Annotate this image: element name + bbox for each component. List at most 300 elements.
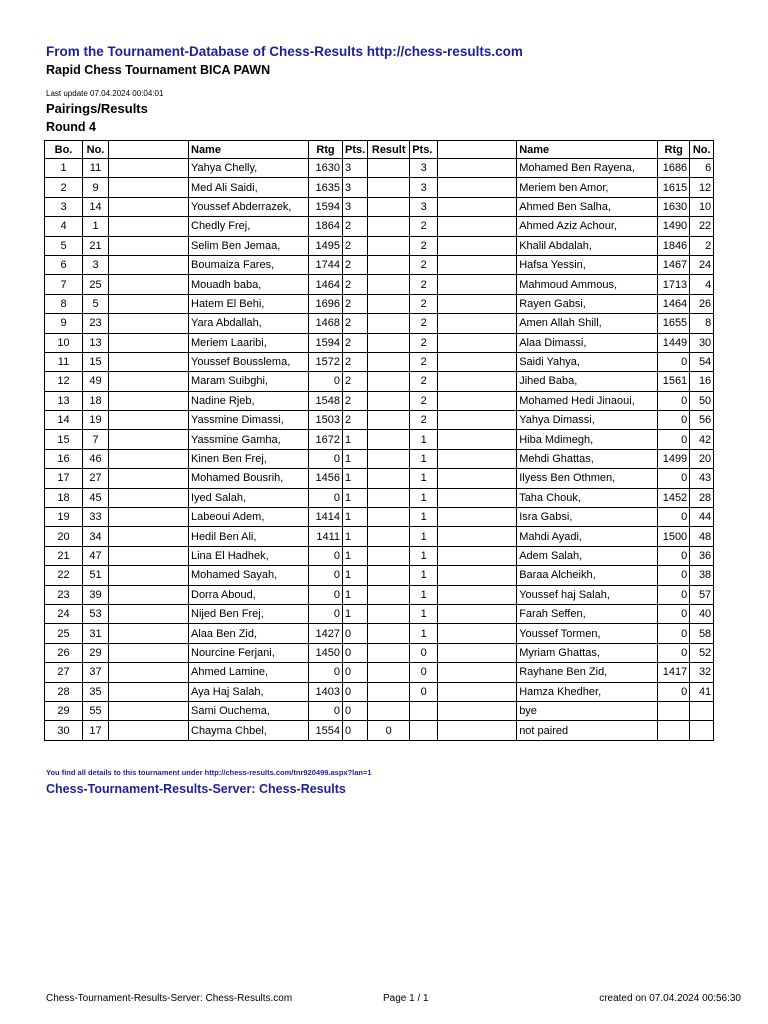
cell-black-points: 2 — [410, 391, 438, 410]
cell-board: 11 — [45, 352, 83, 371]
cell-black-rating: 1713 — [658, 275, 690, 294]
cell-white-flag — [109, 333, 189, 352]
cell-result — [368, 663, 410, 682]
cell-white-rating: 0 — [309, 701, 343, 720]
table-row — [45, 391, 714, 410]
cell-white-flag — [109, 663, 189, 682]
cell-white-rating: 1864 — [309, 217, 343, 236]
cell-white-points: 0 — [343, 643, 368, 662]
cell-white-no: 13 — [83, 333, 109, 352]
cell-black-flag — [438, 275, 517, 294]
cell-board: 13 — [45, 391, 83, 410]
table-row — [45, 159, 714, 178]
cell-result — [368, 449, 410, 468]
cell-white-no: 15 — [83, 352, 109, 371]
cell-black-no: 42 — [690, 430, 714, 449]
cell-black-rating: 0 — [658, 624, 690, 643]
cell-result — [368, 682, 410, 701]
cell-result — [368, 411, 410, 430]
cell-white-name: Dorra Aboud, — [189, 585, 309, 604]
table-row — [45, 294, 714, 313]
cell-white-no: 39 — [83, 585, 109, 604]
cell-white-rating: 0 — [309, 372, 343, 391]
cell-result — [368, 217, 410, 236]
cell-white-no: 51 — [83, 566, 109, 585]
cell-white-no: 21 — [83, 236, 109, 255]
cell-black-flag — [438, 701, 517, 720]
cell-white-name: Hedil Ben Ali, — [189, 527, 309, 546]
cell-black-no — [690, 721, 714, 740]
cell-board: 16 — [45, 449, 83, 468]
cell-result — [368, 178, 410, 197]
table-row — [45, 643, 714, 662]
cell-board: 4 — [45, 217, 83, 236]
cell-white-name: Nijed Ben Frej, — [189, 604, 309, 623]
cell-board: 25 — [45, 624, 83, 643]
cell-white-rating: 0 — [309, 566, 343, 585]
cell-white-name: Iyed Salah, — [189, 488, 309, 507]
cell-black-name: Ahmed Aziz Achour, — [517, 217, 658, 236]
cell-white-name: Labeoui Adem, — [189, 508, 309, 527]
database-link[interactable]: From the Tournament-Database of Chess-Results http://chess-results.com — [46, 44, 523, 59]
cell-black-flag — [438, 352, 517, 371]
cell-black-flag — [438, 721, 517, 740]
table-row — [45, 721, 714, 740]
cell-result — [368, 527, 410, 546]
header-white-points: Pts. — [343, 141, 368, 159]
cell-black-name: Youssef Tormen, — [517, 624, 658, 643]
cell-white-points: 0 — [343, 682, 368, 701]
cell-black-no: 50 — [690, 391, 714, 410]
cell-white-points: 0 — [343, 701, 368, 720]
table-row — [45, 411, 714, 430]
cell-black-rating — [658, 721, 690, 740]
cell-black-name: Yahya Dimassi, — [517, 411, 658, 430]
cell-black-points: 2 — [410, 372, 438, 391]
cell-black-rating: 1561 — [658, 372, 690, 391]
cell-black-rating: 0 — [658, 391, 690, 410]
cell-black-no: 6 — [690, 159, 714, 178]
cell-white-no: 9 — [83, 178, 109, 197]
cell-white-points: 2 — [343, 372, 368, 391]
table-row — [45, 682, 714, 701]
cell-result — [368, 624, 410, 643]
cell-board: 29 — [45, 701, 83, 720]
cell-black-no: 28 — [690, 488, 714, 507]
cell-white-no: 11 — [83, 159, 109, 178]
cell-white-no: 19 — [83, 411, 109, 430]
cell-result — [368, 352, 410, 371]
cell-black-points: 1 — [410, 449, 438, 468]
cell-black-rating: 0 — [658, 585, 690, 604]
cell-white-points: 2 — [343, 352, 368, 371]
cell-black-name: Hafsa Yessin, — [517, 255, 658, 274]
cell-white-points: 1 — [343, 488, 368, 507]
cell-black-rating: 1452 — [658, 488, 690, 507]
cell-board: 28 — [45, 682, 83, 701]
last-update-text: Last update 07.04.2024 00:04:01 — [46, 89, 164, 98]
cell-black-points: 1 — [410, 488, 438, 507]
cell-black-flag — [438, 178, 517, 197]
cell-white-name: Aya Haj Salah, — [189, 682, 309, 701]
cell-white-name: Yahya Chelly, — [189, 159, 309, 178]
cell-black-flag — [438, 488, 517, 507]
cell-black-points: 3 — [410, 178, 438, 197]
cell-black-points: 1 — [410, 469, 438, 488]
cell-black-rating: 1499 — [658, 449, 690, 468]
cell-result — [368, 275, 410, 294]
cell-black-rating: 0 — [658, 546, 690, 565]
cell-black-no: 26 — [690, 294, 714, 313]
cell-black-flag — [438, 159, 517, 178]
cell-white-points: 3 — [343, 159, 368, 178]
cell-white-no: 45 — [83, 488, 109, 507]
cell-black-points: 2 — [410, 217, 438, 236]
cell-white-rating: 1495 — [309, 236, 343, 255]
header-white-name: Name — [189, 141, 309, 159]
cell-white-points: 0 — [343, 721, 368, 740]
cell-white-flag — [109, 682, 189, 701]
cell-black-name: not paired — [517, 721, 658, 740]
cell-result — [368, 294, 410, 313]
table-row — [45, 546, 714, 565]
cell-result — [368, 585, 410, 604]
cell-white-flag — [109, 527, 189, 546]
cell-black-rating: 1449 — [658, 333, 690, 352]
cell-white-name: Mohamed Sayah, — [189, 566, 309, 585]
header-white-rating: Rtg — [309, 141, 343, 159]
cell-white-rating: 1403 — [309, 682, 343, 701]
cell-white-rating: 1427 — [309, 624, 343, 643]
cell-black-rating: 0 — [658, 430, 690, 449]
table-row — [45, 701, 714, 720]
cell-board: 27 — [45, 663, 83, 682]
cell-black-points: 3 — [410, 159, 438, 178]
cell-black-no: 20 — [690, 449, 714, 468]
cell-white-rating: 1468 — [309, 314, 343, 333]
cell-result — [368, 508, 410, 527]
cell-black-no: 24 — [690, 255, 714, 274]
header-black-no: No. — [690, 141, 714, 159]
cell-board: 20 — [45, 527, 83, 546]
cell-black-no: 57 — [690, 585, 714, 604]
cell-black-rating: 0 — [658, 566, 690, 585]
cell-white-no: 14 — [83, 197, 109, 216]
cell-black-name: Meriem ben Amor, — [517, 178, 658, 197]
cell-white-flag — [109, 721, 189, 740]
cell-black-rating: 0 — [658, 508, 690, 527]
cell-black-no: 22 — [690, 217, 714, 236]
cell-result — [368, 159, 410, 178]
cell-white-name: Med Ali Saidi, — [189, 178, 309, 197]
table-row — [45, 275, 714, 294]
cell-black-flag — [438, 236, 517, 255]
cell-black-name: Ahmed Ben Salha, — [517, 197, 658, 216]
cell-black-flag — [438, 430, 517, 449]
footer-page-number: Page 1 / 1 — [383, 993, 429, 1004]
cell-white-points: 1 — [343, 585, 368, 604]
tournament-details-link[interactable]: You find all details to this tournament under http://chess-results.com/tnr920499.aspx?lan=1 — [46, 768, 372, 777]
cell-black-flag — [438, 508, 517, 527]
cell-black-no: 40 — [690, 604, 714, 623]
cell-black-flag — [438, 217, 517, 236]
cell-result — [368, 546, 410, 565]
cell-black-name: Baraa Alcheikh, — [517, 566, 658, 585]
cell-black-flag — [438, 255, 517, 274]
cell-black-no: 58 — [690, 624, 714, 643]
header-black-rating: Rtg — [658, 141, 690, 159]
cell-black-points: 1 — [410, 508, 438, 527]
cell-black-flag — [438, 469, 517, 488]
cell-black-no: 38 — [690, 566, 714, 585]
cell-white-rating: 1503 — [309, 411, 343, 430]
cell-black-points: 1 — [410, 546, 438, 565]
cell-white-rating: 1464 — [309, 275, 343, 294]
cell-white-flag — [109, 294, 189, 313]
cell-black-flag — [438, 411, 517, 430]
cell-white-no: 49 — [83, 372, 109, 391]
cell-black-name: Farah Seffen, — [517, 604, 658, 623]
table-row — [45, 585, 714, 604]
cell-white-flag — [109, 701, 189, 720]
cell-black-no: 10 — [690, 197, 714, 216]
cell-white-name: Boumaiza Fares, — [189, 255, 309, 274]
cell-result — [368, 604, 410, 623]
cell-white-name: Sami Ouchema, — [189, 701, 309, 720]
table-row — [45, 566, 714, 585]
cell-white-flag — [109, 624, 189, 643]
cell-white-no: 37 — [83, 663, 109, 682]
cell-black-name: Amen Allah Shill, — [517, 314, 658, 333]
cell-black-flag — [438, 624, 517, 643]
cell-white-name: Youssef Abderrazek, — [189, 197, 309, 216]
cell-board: 8 — [45, 294, 83, 313]
cell-white-points: 2 — [343, 275, 368, 294]
cell-black-rating: 1615 — [658, 178, 690, 197]
cell-black-no: 36 — [690, 546, 714, 565]
cell-black-rating: 1464 — [658, 294, 690, 313]
cell-white-flag — [109, 178, 189, 197]
cell-black-name: Saidi Yahya, — [517, 352, 658, 371]
cell-black-name: Youssef haj Salah, — [517, 585, 658, 604]
cell-result — [368, 314, 410, 333]
cell-white-flag — [109, 643, 189, 662]
cell-black-name: Mahmoud Ammous, — [517, 275, 658, 294]
cell-white-points: 0 — [343, 624, 368, 643]
table-row — [45, 255, 714, 274]
cell-result — [368, 643, 410, 662]
cell-black-points: 0 — [410, 643, 438, 662]
header-black-points: Pts. — [410, 141, 438, 159]
cell-white-rating: 1554 — [309, 721, 343, 740]
cell-white-name: Alaa Ben Zid, — [189, 624, 309, 643]
cell-white-name: Selim Ben Jemaa, — [189, 236, 309, 255]
cell-white-flag — [109, 546, 189, 565]
cell-white-rating: 1456 — [309, 469, 343, 488]
cell-black-points: 2 — [410, 294, 438, 313]
cell-black-flag — [438, 314, 517, 333]
section-title: Pairings/Results — [46, 101, 148, 116]
cell-white-name: Yara Abdallah, — [189, 314, 309, 333]
cell-black-rating: 1417 — [658, 663, 690, 682]
cell-board: 2 — [45, 178, 83, 197]
cell-white-name: Meriem Laaribi, — [189, 333, 309, 352]
cell-black-name: Isra Gabsi, — [517, 508, 658, 527]
cell-black-points: 0 — [410, 663, 438, 682]
cell-black-rating: 0 — [658, 604, 690, 623]
cell-black-no: 41 — [690, 682, 714, 701]
cell-white-points: 1 — [343, 604, 368, 623]
cell-white-points: 2 — [343, 255, 368, 274]
cell-white-flag — [109, 275, 189, 294]
cell-white-points: 1 — [343, 508, 368, 527]
cell-white-flag — [109, 197, 189, 216]
cell-white-points: 2 — [343, 411, 368, 430]
cell-board: 6 — [45, 255, 83, 274]
cell-black-points: 2 — [410, 352, 438, 371]
cell-white-name: Kinen Ben Frej, — [189, 449, 309, 468]
table-row — [45, 333, 714, 352]
cell-black-name: Khalil Abdalah, — [517, 236, 658, 255]
cell-black-name: Mehdi Ghattas, — [517, 449, 658, 468]
cell-result: 0 — [368, 721, 410, 740]
cell-white-points: 2 — [343, 314, 368, 333]
cell-white-name: Lina El Hadhek, — [189, 546, 309, 565]
cell-black-rating: 0 — [658, 643, 690, 662]
table-row — [45, 604, 714, 623]
cell-white-rating: 0 — [309, 449, 343, 468]
table-row — [45, 624, 714, 643]
cell-white-rating: 0 — [309, 585, 343, 604]
cell-black-name: Mohamed Hedi Jinaoui, — [517, 391, 658, 410]
table-row — [45, 178, 714, 197]
cell-black-rating: 1500 — [658, 527, 690, 546]
cell-white-rating: 1594 — [309, 333, 343, 352]
cell-black-rating: 0 — [658, 682, 690, 701]
cell-black-no: 2 — [690, 236, 714, 255]
table-row — [45, 430, 714, 449]
cell-black-flag — [438, 663, 517, 682]
cell-white-flag — [109, 372, 189, 391]
cell-white-rating: 1630 — [309, 159, 343, 178]
table-row — [45, 508, 714, 527]
cell-result — [368, 391, 410, 410]
cell-result — [368, 430, 410, 449]
results-server-link[interactable]: Chess-Tournament-Results-Server: Chess-Results — [46, 782, 346, 796]
cell-board: 17 — [45, 469, 83, 488]
cell-result — [368, 197, 410, 216]
cell-black-no: 43 — [690, 469, 714, 488]
header-white-flag — [109, 141, 189, 159]
cell-black-flag — [438, 294, 517, 313]
cell-white-no: 31 — [83, 624, 109, 643]
cell-black-points — [410, 701, 438, 720]
header-board: Bo. — [45, 141, 83, 159]
table-row — [45, 217, 714, 236]
cell-white-flag — [109, 314, 189, 333]
cell-white-flag — [109, 585, 189, 604]
cell-white-no: 53 — [83, 604, 109, 623]
cell-white-name: Nadine Rjeb, — [189, 391, 309, 410]
cell-white-points: 1 — [343, 469, 368, 488]
cell-white-flag — [109, 236, 189, 255]
cell-white-rating: 0 — [309, 546, 343, 565]
cell-black-points: 2 — [410, 314, 438, 333]
table-row — [45, 663, 714, 682]
cell-white-no: 35 — [83, 682, 109, 701]
cell-white-name: Mohamed Bousrih, — [189, 469, 309, 488]
cell-result — [368, 333, 410, 352]
cell-black-points: 2 — [410, 255, 438, 274]
cell-white-no: 17 — [83, 721, 109, 740]
cell-black-points: 1 — [410, 585, 438, 604]
cell-white-points: 0 — [343, 663, 368, 682]
cell-black-name: Alaa Dimassi, — [517, 333, 658, 352]
cell-white-flag — [109, 508, 189, 527]
cell-white-points: 1 — [343, 449, 368, 468]
cell-white-rating: 0 — [309, 604, 343, 623]
cell-black-name: Mohamed Ben Rayena, — [517, 159, 658, 178]
cell-white-flag — [109, 411, 189, 430]
header-black-name: Name — [517, 141, 658, 159]
footer-created-on: created on 07.04.2024 00:56:30 — [599, 993, 741, 1004]
cell-result — [368, 488, 410, 507]
cell-white-name: Maram Suibghi, — [189, 372, 309, 391]
cell-black-rating: 1630 — [658, 197, 690, 216]
cell-white-rating: 1548 — [309, 391, 343, 410]
header-black-flag — [438, 141, 517, 159]
cell-white-flag — [109, 488, 189, 507]
cell-black-points: 1 — [410, 604, 438, 623]
round-title: Round 4 — [46, 120, 96, 134]
cell-result — [368, 236, 410, 255]
cell-black-rating: 0 — [658, 469, 690, 488]
cell-black-no: 30 — [690, 333, 714, 352]
cell-white-no: 3 — [83, 255, 109, 274]
cell-black-points: 2 — [410, 333, 438, 352]
cell-white-no: 25 — [83, 275, 109, 294]
cell-board: 30 — [45, 721, 83, 740]
table-row — [45, 372, 714, 391]
cell-black-points: 1 — [410, 566, 438, 585]
cell-white-no: 55 — [83, 701, 109, 720]
cell-white-points: 2 — [343, 294, 368, 313]
cell-white-no: 18 — [83, 391, 109, 410]
cell-black-rating — [658, 701, 690, 720]
cell-white-points: 1 — [343, 546, 368, 565]
cell-black-flag — [438, 604, 517, 623]
cell-black-no: 8 — [690, 314, 714, 333]
cell-board: 23 — [45, 585, 83, 604]
cell-white-no: 29 — [83, 643, 109, 662]
cell-black-points: 1 — [410, 527, 438, 546]
cell-black-name: Ilyess Ben Othmen, — [517, 469, 658, 488]
table-row — [45, 527, 714, 546]
cell-result — [368, 469, 410, 488]
cell-black-no: 12 — [690, 178, 714, 197]
cell-black-name: Rayen Gabsi, — [517, 294, 658, 313]
cell-white-rating: 1411 — [309, 527, 343, 546]
cell-white-name: Ahmed Lamine, — [189, 663, 309, 682]
cell-black-flag — [438, 643, 517, 662]
cell-black-name: Mahdi Ayadi, — [517, 527, 658, 546]
cell-board: 12 — [45, 372, 83, 391]
cell-result — [368, 255, 410, 274]
header-result: Result — [368, 141, 410, 159]
cell-white-flag — [109, 604, 189, 623]
table-row — [45, 469, 714, 488]
pairings-body — [45, 159, 714, 741]
